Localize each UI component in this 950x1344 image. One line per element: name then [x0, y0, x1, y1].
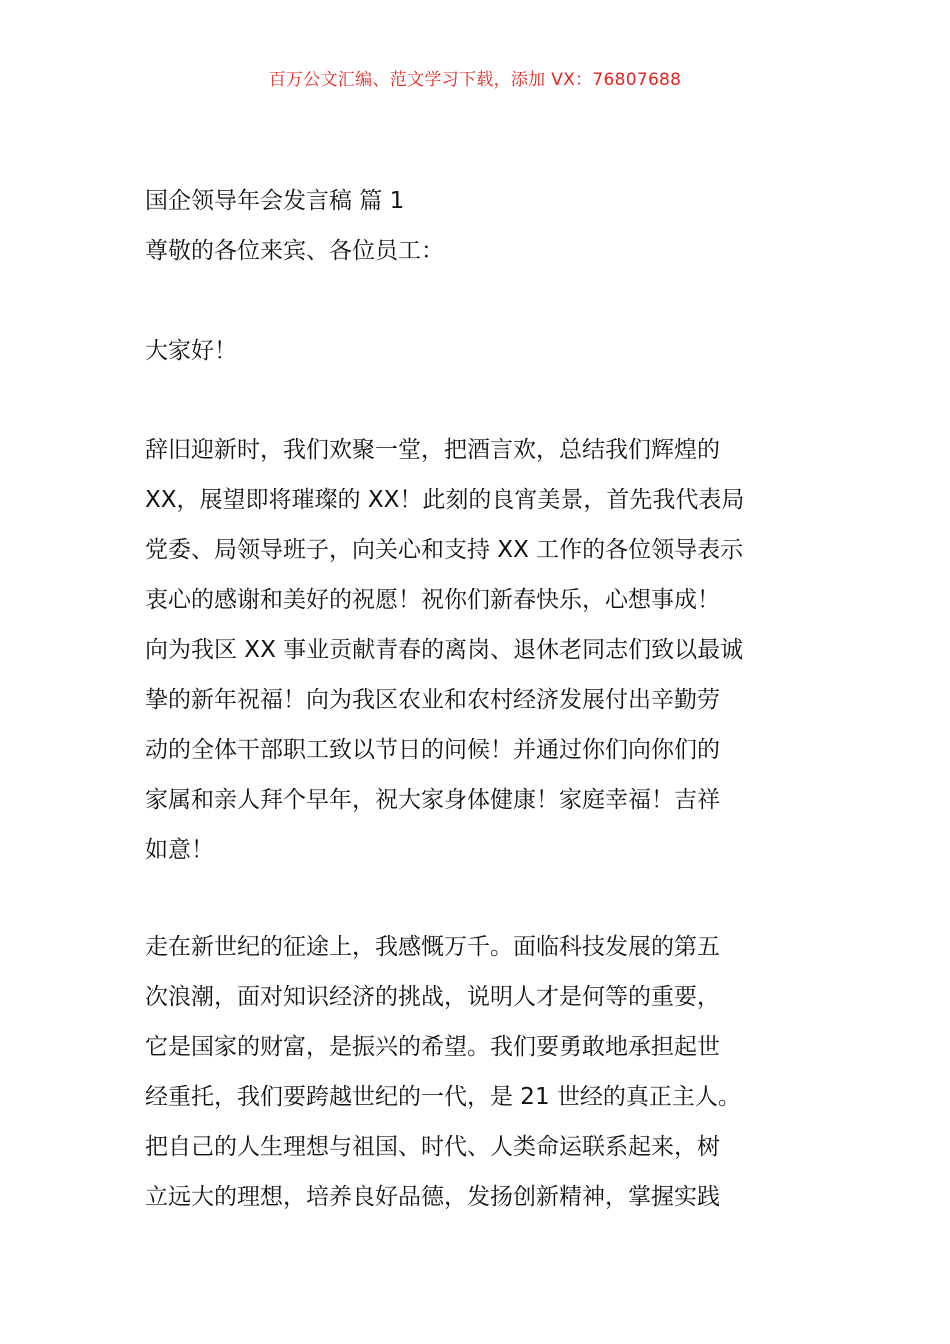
- paragraph-1: [145, 433, 815, 883]
- paragraph-line: 它是国家的财富，是振兴的希望。我们要勇敢地承担起世: [145, 1034, 720, 1060]
- paragraph-line: 挚的新年祝福！向为我区农业和农村经济发展付出辛勤劳: [145, 687, 720, 713]
- paragraph-line: 如意！: [145, 837, 214, 863]
- paragraph-line: 经重托，我们要跨越世纪的一代，是 21 世经的真正主人。: [145, 1084, 741, 1110]
- paragraph-line: 衷心的感谢和美好的祝愿！祝你们新春快乐，心想事成！: [145, 587, 720, 613]
- document-title: 国企领导年会发言稿 篇 1: [145, 188, 405, 214]
- paragraph-2: [145, 930, 815, 1230]
- promo-header: 百万公文汇编、范文学习下载，添加 VX：76807688: [268, 70, 682, 90]
- paragraph-line: 党委、局领导班子，向关心和支持 XX 工作的各位领导表示: [145, 537, 744, 563]
- paragraph-line: 立远大的理想，培养良好品德，发扬创新精神，掌握实践: [145, 1184, 720, 1210]
- paragraph-line: 辞旧迎新时，我们欢聚一堂，把酒言欢，总结我们辉煌的: [145, 437, 720, 463]
- paragraph-line: 次浪潮，面对知识经济的挑战，说明人才是何等的重要，: [145, 984, 720, 1010]
- paragraph-line: 向为我区 XX 事业贡献青春的离岗、退休老同志们致以最诚: [145, 637, 744, 663]
- paragraph-line: 走在新世纪的征途上，我感慨万千。面临科技发展的第五: [145, 934, 720, 960]
- paragraph-line: 动的全体干部职工致以节日的问候！并通过你们向你们的: [145, 737, 720, 763]
- paragraph-line: 家属和亲人拜个早年，祝大家身体健康！家庭幸福！吉祥: [145, 787, 720, 813]
- salutation: 尊敬的各位来宾、各位员工：: [145, 238, 444, 264]
- greeting: 大家好！: [145, 338, 237, 364]
- paragraph-line: XX，展望即将璀璨的 XX！此刻的良宵美景，首先我代表局: [145, 487, 745, 513]
- paragraph-line: 把自己的人生理想与祖国、时代、人类命运联系起来，树: [145, 1134, 720, 1160]
